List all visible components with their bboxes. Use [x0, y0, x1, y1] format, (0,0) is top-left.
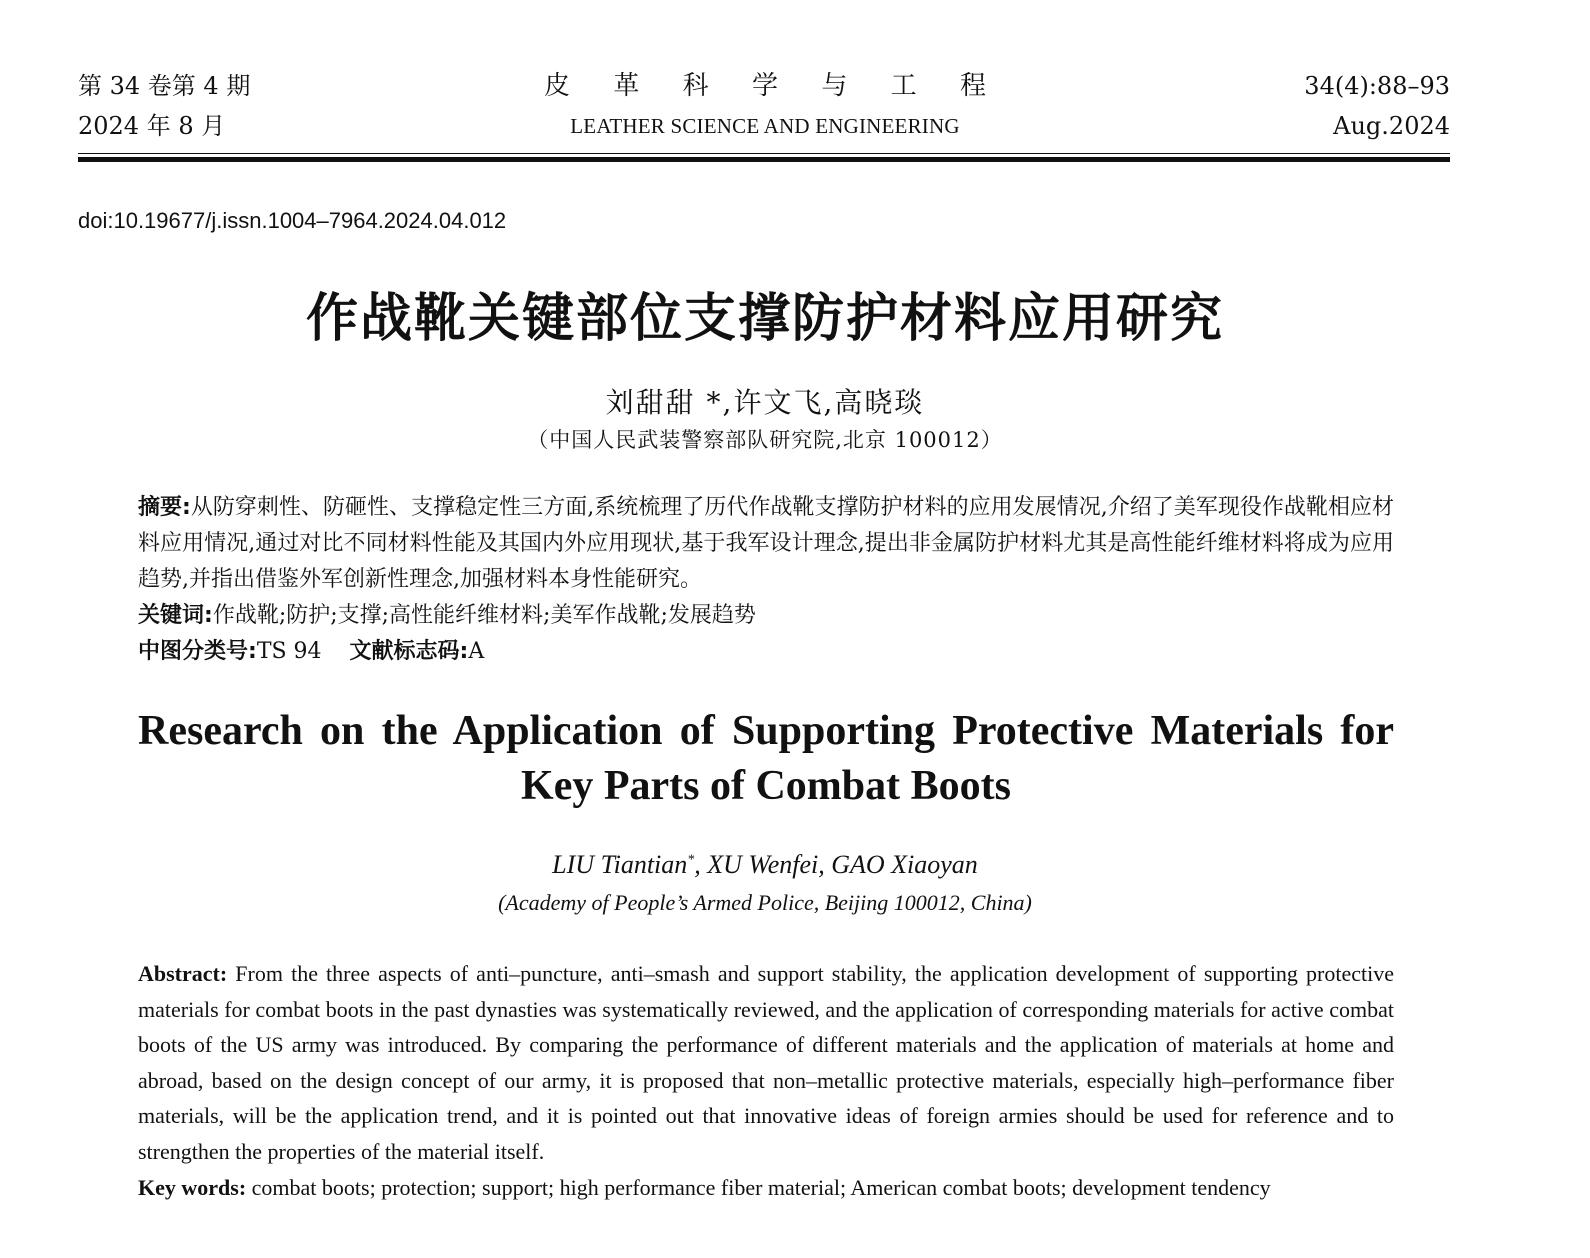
affiliation-en: (Academy of People’s Armed Police, Beijing 100012, China): [498, 890, 1032, 915]
abstract-cn-text: 从防穿刺性、防砸性、支撑稳定性三方面,系统梳理了历代作战靴支撑防护材料的应用发展情况,介绍了美军现役作战靴相应材料应用情况,通过对比不同材料性能及其国内外应用现状,基于我军设计理念,提出非金属防护材料尤其是高性能纤维材料将成为应用趋势,并指出借鉴外军创新性理念,加强材料本身性能研究。: [138, 495, 1394, 592]
paper-title-cn: 作战靴关键部位支撑防护材料应用研究: [305, 289, 1224, 349]
page-range: 34(4):88–93: [1304, 72, 1450, 100]
keywords-cn-label: 关键词:: [138, 603, 213, 628]
paper-title-en: Research on the Application of Supporting Protective Materials for Key Parts of Combat Boots: [138, 708, 1394, 809]
date-cn: 2024 年 8 月: [78, 112, 226, 140]
corresponding-mark: *: [687, 852, 695, 868]
volume-issue-cn: 第 34 卷第 4 期: [78, 72, 251, 100]
journal-masthead: [530, 66, 1000, 146]
journal-char: 程: [959, 71, 986, 101]
abstract-en: [138, 956, 1394, 1169]
abstract-cn-label: 摘要:: [138, 495, 191, 520]
other-authors-en: , XU Wenfei, GAO Xiaoyan: [694, 850, 978, 879]
doi-link[interactable]: doi:10.19677/j.issn.1004–7964.2024.04.012: [78, 208, 507, 233]
journal-title-en: LEATHER SCIENCE AND ENGINEERING: [570, 114, 960, 138]
journal-title-cn: [530, 66, 1000, 106]
header-rule-thin: [78, 153, 1450, 154]
clc-value: TS 94: [256, 639, 322, 664]
keywords-cn-text: 作战靴;防护;支撑;高性能纤维材料;美军作战靴;发展趋势: [212, 603, 756, 628]
abstract-en-label: Abstract:: [138, 961, 228, 986]
keywords-en-label: Key words:: [138, 1175, 247, 1200]
clc-label: 中图分类号:: [138, 639, 257, 664]
authors-cn: 刘甜甜 *,许文飞,高晓琰: [605, 386, 925, 419]
affiliation-cn: （中国人民武装警察部队研究院,北京 100012）: [527, 428, 1003, 452]
first-author-en: LIU Tiantian: [552, 850, 688, 879]
header-rule-thick: [78, 157, 1450, 162]
keywords-cn: [138, 598, 756, 634]
journal-char: 革: [613, 71, 640, 101]
journal-char: 工: [890, 71, 917, 101]
journal-char: 皮: [544, 71, 571, 101]
abstract-en-text: From the three aspects of anti–puncture, anti–smash and support stability, the application development of supporting protective materials for combat boots in the past dynasties was systematically reviewed, and the application of corresponding materials for active combat boots of the US army was introduced. By comparing the performance of different materials and the application of materials at home and abroad, based on the design concept of our army, it is proposed that non–metallic protective materials, especially high–performance fiber materials, will be the application trend, and it is pointed out that innovative ideas of foreign armies should be used for reference and to strengthen the properties of the material itself.: [138, 961, 1394, 1164]
journal-char: 学: [751, 71, 778, 101]
journal-char: 科: [682, 71, 709, 101]
classification-cn: [138, 634, 484, 670]
abstract-cn: [138, 490, 1394, 598]
date-en: Aug.2024: [1333, 112, 1450, 140]
keywords-en: [138, 1170, 1394, 1206]
doc-code-value: A: [468, 639, 485, 664]
journal-char: 与: [821, 71, 848, 101]
doc-code-label: 文献标志码:: [349, 639, 469, 664]
header-right: [1304, 66, 1450, 146]
authors-en: [0, 850, 1530, 880]
keywords-en-text: combat boots; protection; support; high performance fiber material; American combat boots; development tendency: [246, 1175, 1271, 1200]
header-left: [78, 66, 250, 146]
